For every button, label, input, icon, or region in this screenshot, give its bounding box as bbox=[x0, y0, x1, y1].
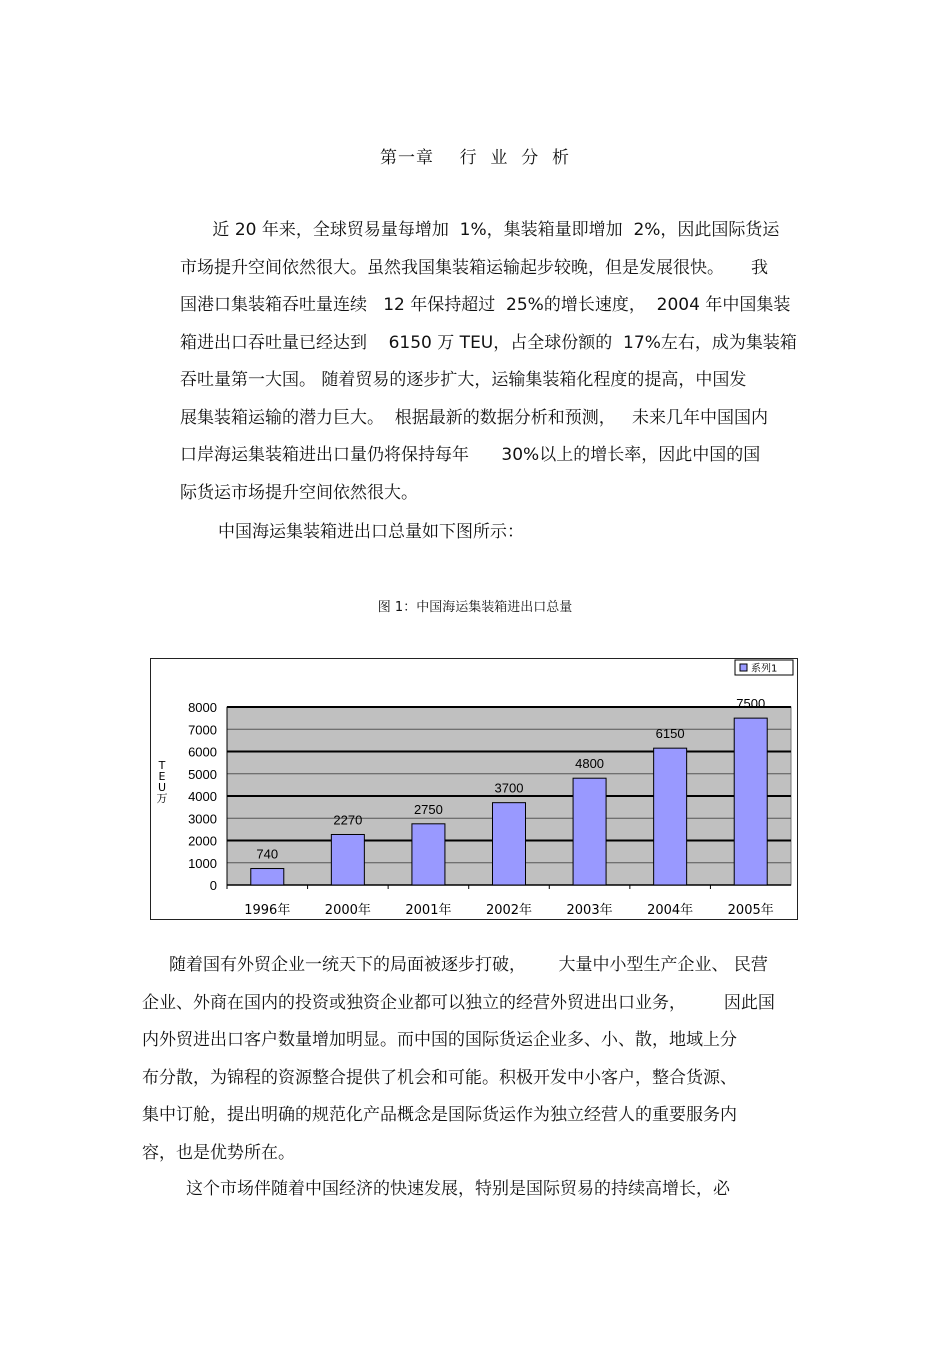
data-label: 740 bbox=[256, 846, 279, 862]
paragraph-line: 随着国有外贸企业一统天下的局面被逐步打破， 大量中小型生产企业、 民营 bbox=[142, 955, 768, 975]
paragraph-line: 国港口集装箱吞吐量连续 12 年保持超过 25%的增长速度， 2004 年中国集装 bbox=[180, 295, 791, 315]
paragraph-market-overview bbox=[180, 212, 820, 512]
data-label: 7500 bbox=[736, 696, 766, 712]
y-tick-label: 8000 bbox=[188, 700, 217, 715]
paragraph-line: 近 20 年来，全球贸易量每增加 1%，集装箱量即增加 2%，因此国际货运 bbox=[180, 220, 780, 240]
bar bbox=[734, 718, 767, 885]
paragraph-line: 展集装箱运输的潜力巨大。 根据最新的数据分析和预测， 未来几年中国国内 bbox=[180, 407, 769, 428]
x-tick-label: 2004年 bbox=[647, 903, 694, 918]
y-axis-label-char: E bbox=[158, 770, 166, 783]
y-tick-label: 4000 bbox=[188, 789, 217, 804]
paragraph-line: 吞吐量第一大国。 随着贸易的逐步扩大，运输集装箱化程度的提高，中国发 bbox=[180, 370, 747, 390]
bar bbox=[493, 803, 526, 885]
y-axis-label-char: T bbox=[158, 759, 166, 772]
data-label: 2270 bbox=[333, 812, 363, 828]
data-label: 6150 bbox=[655, 726, 685, 742]
bar bbox=[251, 869, 284, 885]
y-tick-label: 1000 bbox=[188, 855, 217, 871]
bar bbox=[331, 834, 364, 885]
x-tick-label: 1996年 bbox=[244, 903, 291, 918]
paragraph-line: 企业、外商在国内的投资或独资企业都可以独立的经营外贸进出口业务， 因此国 bbox=[142, 992, 775, 1013]
x-tick-label: 2003年 bbox=[566, 903, 613, 918]
y-tick-label: 2000 bbox=[188, 833, 217, 849]
paragraph-market-growth: 这个市场伴随着中国经济的快速发展，特别是国际贸易的持续高增长，必 bbox=[186, 1179, 730, 1199]
bar-chart bbox=[150, 658, 798, 920]
paragraph-foreign-trade bbox=[142, 947, 822, 1172]
data-label: 3700 bbox=[494, 780, 524, 796]
chart-intro-text: 中国海运集装箱进出口总量如下图所示： bbox=[218, 522, 524, 542]
paragraph-line: 容，也是优势所在。 bbox=[142, 1142, 295, 1163]
y-tick-label: 5000 bbox=[188, 766, 217, 782]
y-axis-label-char: 万 bbox=[156, 792, 168, 805]
paragraph-line: 箱进出口吞吐量已经达到 6150 万 TEU，占全球份额的 17%左右，成为集装箱 bbox=[180, 332, 797, 353]
legend-label: 系列1 bbox=[751, 663, 778, 675]
paragraph-line: 口岸海运集装箱进出口量仍将保持每年 30%以上的增长率，因此中国的国 bbox=[180, 445, 761, 465]
y-tick-label: 7000 bbox=[188, 722, 217, 738]
legend-swatch bbox=[740, 664, 747, 671]
bar bbox=[412, 824, 445, 885]
data-label: 2750 bbox=[413, 801, 443, 817]
bar bbox=[654, 748, 687, 885]
figure-caption: 图 1：中国海运集装箱进出口总量 bbox=[377, 600, 573, 615]
x-tick-label: 2002年 bbox=[485, 903, 533, 918]
y-axis-label-char: U bbox=[157, 781, 167, 794]
paragraph-line: 内外贸进出口客户数量增加明显。而中国的国际货运企业多、小、散，地域上分 bbox=[142, 1030, 737, 1050]
x-tick-label: 2000年 bbox=[324, 903, 371, 918]
x-tick-label: 2001年 bbox=[405, 903, 452, 918]
paragraph-line: 集中订舱，提出明确的规范化产品概念是国际货运作为独立经营人的重要服务内 bbox=[142, 1105, 737, 1125]
data-label: 4800 bbox=[575, 756, 605, 772]
y-tick-label: 0 bbox=[209, 878, 217, 893]
x-tick-label: 2005年 bbox=[727, 903, 774, 918]
y-tick-label: 6000 bbox=[188, 744, 217, 760]
y-tick-label: 3000 bbox=[188, 811, 217, 827]
chapter-title: 第一章 行 业 分 析 bbox=[379, 148, 571, 168]
paragraph-line: 布分散，为锦程的资源整合提供了机会和可能。积极开发中小客户，整合货源、 bbox=[142, 1067, 737, 1088]
bar bbox=[573, 778, 606, 885]
paragraph-line: 市场提升空间依然很大。虽然我国集装箱运输起步较晚，但是发展很快。 我 bbox=[180, 257, 769, 278]
paragraph-line: 际货运市场提升空间依然很大。 bbox=[180, 482, 418, 503]
